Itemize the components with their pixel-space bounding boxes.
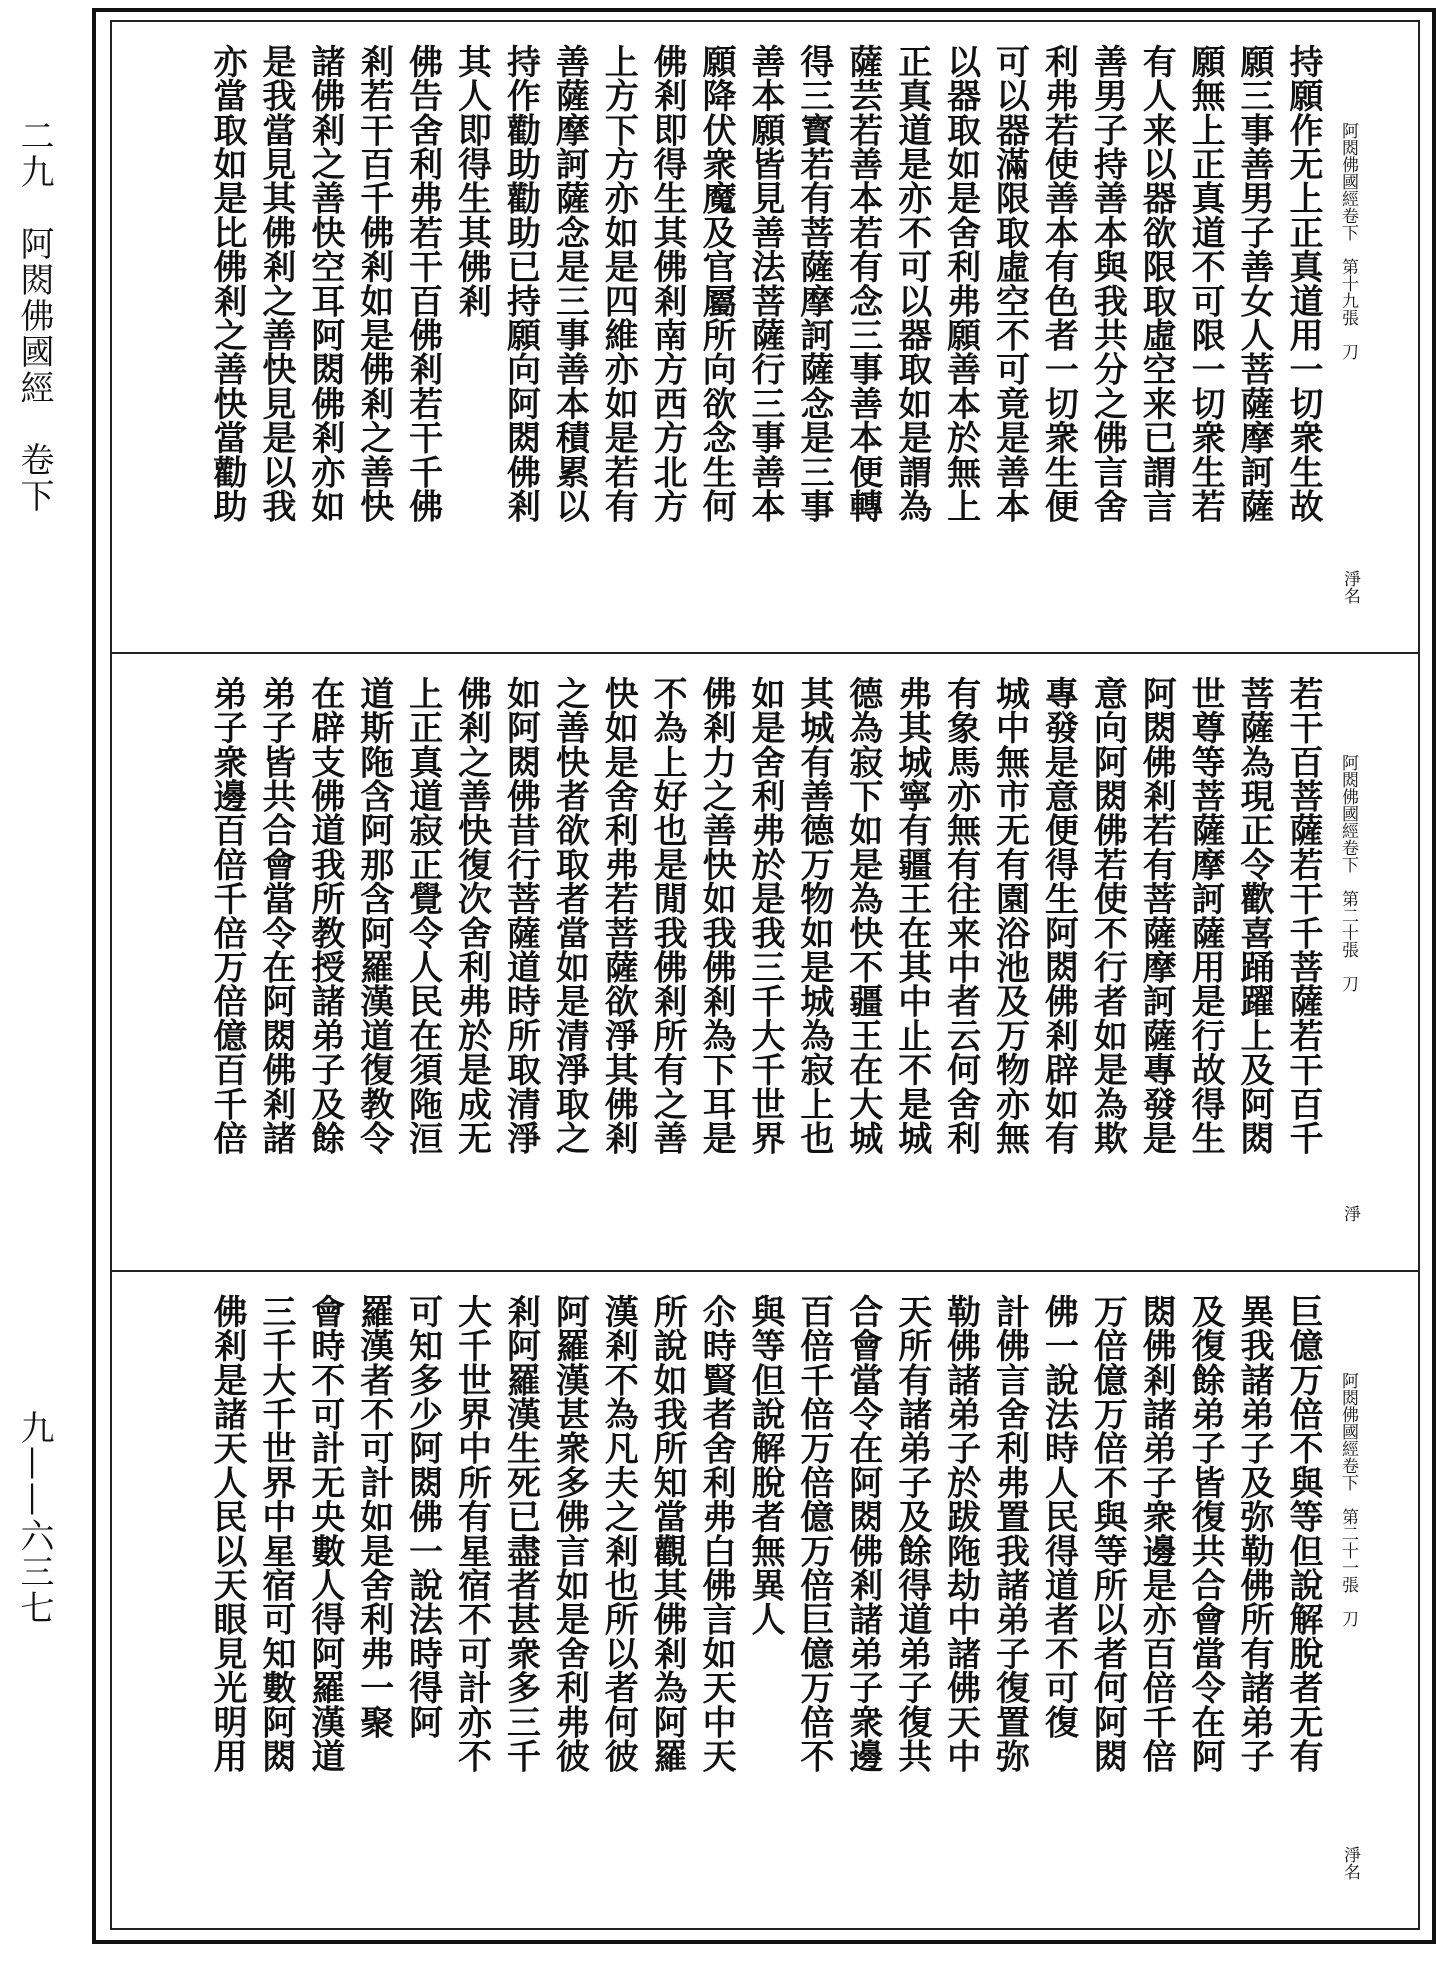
- text-column: 其人即得生其佛剎: [451, 44, 492, 318]
- text-column: 佛剎之善快復次舍利弗於是成无: [451, 676, 492, 1155]
- margin-page-number-text: 九——六三七: [14, 1410, 54, 1626]
- text-column: 善薩摩訶薩念是三事善本積累以: [549, 44, 590, 523]
- text-column: 諸佛剎之善快空耳阿閦佛剎亦如: [304, 44, 345, 523]
- text-column: 利弗若使善本有色者一切衆生便: [1038, 44, 1079, 523]
- text-column: 弟子皆共合會當令在阿閦佛剎諸: [255, 676, 296, 1155]
- text-column: 可知多少阿閦佛一說法時得阿: [402, 1294, 443, 1739]
- text-column: 如阿閦佛昔行菩薩道時所取清淨: [500, 676, 541, 1155]
- text-column: 以器取如是舍利弗願善本於無上: [940, 44, 981, 523]
- panel-header: 阿閦佛國經卷下 第十九張 刀: [1338, 122, 1358, 360]
- margin-page-number: [8, 1410, 60, 1626]
- text-column: 有象馬亦無有往来中者云何舍利: [940, 676, 981, 1155]
- text-column: 善男子持善本與我共分之佛言舍: [1087, 44, 1128, 523]
- text-column: 巨億万倍不與等但說解脫者无有: [1282, 1294, 1323, 1773]
- text-column: 上正真道寂正覺令人民在須陁洹: [402, 676, 443, 1155]
- text-column: 持作勸助勸助已持願向阿閦佛剎: [500, 44, 541, 523]
- text-column: 閦佛剎諸弟子衆邊是亦百倍千倍: [1136, 1294, 1177, 1773]
- text-column: 所說如我所知當觀其佛剎為阿羅: [647, 1294, 688, 1773]
- panel-stamp: 淨名: [1340, 570, 1360, 604]
- text-column: 道斯陁含阿那含阿羅漢道復教令: [353, 676, 394, 1155]
- sutra-text-body: [207, 1294, 1323, 1908]
- panel-stamp: 淨名: [1340, 1846, 1360, 1880]
- text-column: 菩薩為現正令歡喜踊躍上及阿閦: [1234, 676, 1275, 1155]
- text-column: 世尊等菩薩摩訶薩用是行故得生: [1185, 676, 1226, 1155]
- text-column: 及復餘弟子皆復共合會當令在阿: [1185, 1294, 1226, 1773]
- text-column: 薩芸若善本若有念三事善本便轉: [842, 44, 883, 523]
- text-column: 佛剎是諸天人民以天眼見光明用: [207, 1294, 247, 1773]
- text-column: 合會當令在阿閦佛剎諸弟子衆邊: [842, 1294, 883, 1773]
- panel-header: 阿閦佛國經卷下 第二十張 刀: [1338, 754, 1358, 992]
- text-column: 尒時賢者舍利弗白佛言如天中天: [696, 1294, 737, 1773]
- text-column: 願無上正真道不可限一切衆生若: [1185, 44, 1226, 523]
- text-column: 三千大千世界中星宿可知數阿閦: [255, 1294, 296, 1773]
- text-column: 上方下方亦如是四維亦如是若有: [598, 44, 639, 523]
- text-column: 會時不可計无央數人得阿羅漢道: [304, 1294, 345, 1773]
- text-column: 願三事善男子善女人菩薩摩訶薩: [1234, 44, 1275, 523]
- text-column: 羅漢者不可計如是舍利弗一聚: [353, 1294, 394, 1739]
- text-column: 德為寂下如是為快不疆王在大城: [842, 676, 883, 1155]
- text-column: 佛一說法時人民得道者不可復: [1038, 1294, 1079, 1739]
- sutra-text-body: [207, 676, 1323, 1250]
- text-column: 百倍千倍万倍億万倍巨億万倍不: [793, 1294, 834, 1773]
- text-column: 亦當取如是比佛剎之善快當勸助: [207, 44, 247, 523]
- text-column: 持願作无上正真道用一切衆生故: [1282, 44, 1323, 523]
- sutra-panel-1: [110, 20, 1420, 654]
- text-column: 天所有諸弟子及餘得道弟子復共: [891, 1294, 932, 1773]
- text-column: 異我諸弟子及弥勒佛所有諸弟子: [1234, 1294, 1275, 1773]
- text-column: 計佛言舍利弗置我諸弟子復置弥: [989, 1294, 1030, 1773]
- text-column: 是我當見其佛剎之善快見是以我: [255, 44, 296, 523]
- panel-stamp: 淨: [1340, 1205, 1360, 1222]
- text-column: 阿羅漢甚衆多佛言如是舍利弗彼: [549, 1294, 590, 1773]
- sutra-text-body: [207, 44, 1323, 632]
- text-column: 快如是舍利弗若菩薩欲淨其佛剎: [598, 676, 639, 1155]
- text-column: 在辟支佛道我所教授諸弟子及餘: [304, 676, 345, 1155]
- text-column: 漢剎不為凡夫之剎也所以者何彼: [598, 1294, 639, 1773]
- panel-header: 阿閦佛國經卷下 第二十一張 刀: [1338, 1372, 1358, 1627]
- text-column: 剎若干百千佛剎如是佛剎之善快: [353, 44, 394, 523]
- text-column: 若干百菩薩若干千菩薩若干百千: [1282, 676, 1323, 1155]
- text-column: 城中無市无有園浴池及万物亦無: [989, 676, 1030, 1155]
- text-column: 如是舍利弗於是我三千大千世界: [744, 676, 785, 1155]
- text-column: 善本願皆見善法菩薩行三事善本: [744, 44, 785, 523]
- text-column: 佛剎即得生其佛剎南方西方北方: [647, 44, 688, 523]
- sutra-panel-3: [110, 1270, 1420, 1930]
- sutra-panel-2: [110, 652, 1420, 1272]
- text-column: 阿閦佛剎若有菩薩摩訶薩專發是: [1136, 676, 1177, 1155]
- text-column: 其城有善德万物如是城為寂上也: [793, 676, 834, 1155]
- text-column: 與等但說解脫者無異人: [744, 1294, 785, 1636]
- text-column: 佛告舍利弗若干百佛剎若干千佛: [402, 44, 443, 523]
- text-column: 得三寳若有菩薩摩訶薩念是三事: [793, 44, 834, 523]
- text-column: 意向阿閦佛若使不行者如是為欺: [1087, 676, 1128, 1155]
- text-column: 大千世界中所有星宿不可計亦不: [451, 1294, 492, 1773]
- text-column: 弗其城寧有疆王在其中止不是城: [891, 676, 932, 1155]
- text-column: 之善快者欲取者當如是清淨取之: [549, 676, 590, 1155]
- margin-volume-label: [8, 118, 60, 514]
- text-column: 專發是意便得生阿閦佛剎辟如有: [1038, 676, 1079, 1155]
- text-column: 有人来以器欲限取虛空来已謂言: [1136, 44, 1177, 523]
- text-column: 勒佛諸弟子於跋陁劫中諸佛天中: [940, 1294, 981, 1773]
- text-column: 万倍億万倍不與等所以者何阿閦: [1087, 1294, 1128, 1773]
- text-column: 正真道是亦不可以器取如是謂為: [891, 44, 932, 523]
- text-column: 不為上好也是閒我佛剎所有之善: [647, 676, 688, 1155]
- text-column: 佛剎力之善快如我佛剎為下耳是: [696, 676, 737, 1155]
- text-column: 剎阿羅漢生死已盡者甚衆多三千: [500, 1294, 541, 1773]
- margin-volume-text: 二九 阿閦佛國經 卷下: [14, 118, 54, 514]
- text-column: 弟子衆邊百倍千倍万倍億百千倍: [207, 676, 247, 1155]
- text-column: 願降伏衆魔及官屬所向欲念生何: [696, 44, 737, 523]
- text-column: 可以器滿限取虛空不可竟是善本: [989, 44, 1030, 523]
